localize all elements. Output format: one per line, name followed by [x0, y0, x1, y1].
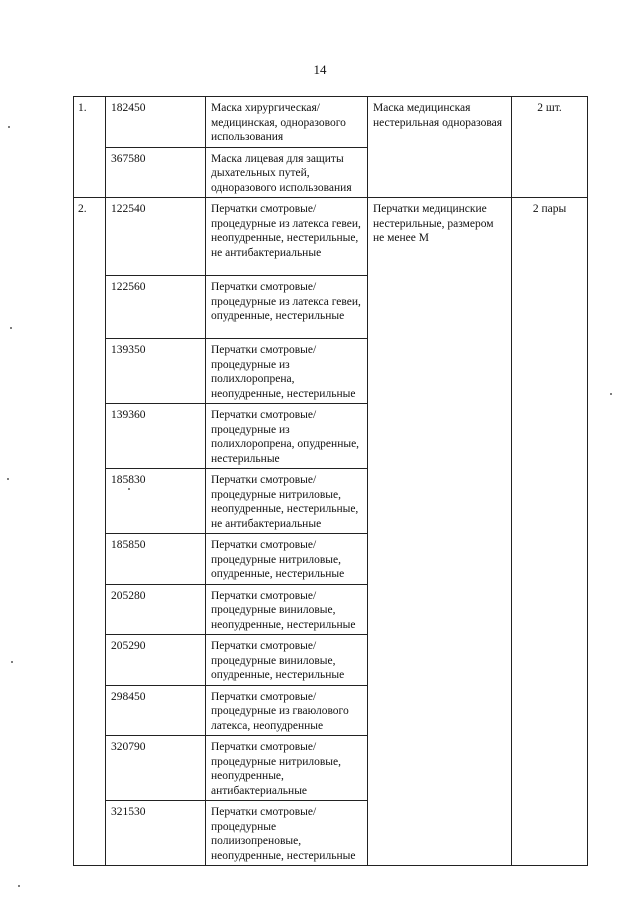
item-code: 321530 — [106, 801, 206, 866]
item-description: Перчатки смотровые/ процедурные из полихлоропрена, опудренные, нестерильные — [206, 404, 368, 469]
item-description: Перчатки смотровые/ процедурные нитриловые, опудренные, нестерильные — [206, 534, 368, 585]
scan-speckle — [10, 327, 12, 329]
items-table-body — [74, 97, 588, 866]
item-code: 182450 — [106, 97, 206, 148]
group-name: Маска медицинская нестерильная одноразовая — [368, 97, 512, 198]
table-row — [74, 97, 588, 148]
item-description: Перчатки смотровые/ процедурные из латекса гевеи, неопудренные, нестерильные, не антибактериальные — [206, 198, 368, 276]
item-code: 122540 — [106, 198, 206, 276]
scan-speckle — [18, 885, 20, 887]
item-description: Перчатки смотровые/ процедурные нитриловые, неопудренные, нестерильные, не антибактериальные — [206, 469, 368, 534]
scan-speckle — [11, 661, 13, 663]
item-description: Перчатки смотровые/ процедурные из полихлоропрена, неопудренные, нестерильные — [206, 339, 368, 404]
item-code: 122560 — [106, 276, 206, 339]
item-code: 367580 — [106, 147, 206, 198]
group-number: 1. — [74, 97, 106, 198]
item-description: Перчатки смотровые/ процедурные полиизопреновые, неопудренные, нестерильные — [206, 801, 368, 866]
item-code: 320790 — [106, 736, 206, 801]
item-code: 298450 — [106, 685, 206, 736]
scan-speckle — [7, 478, 9, 480]
item-code: 185830 — [106, 469, 206, 534]
item-code: 205280 — [106, 584, 206, 635]
scan-speckle — [610, 393, 612, 395]
group-name: Перчатки медицинские нестерильные, размером не менее М — [368, 198, 512, 866]
page-number: 14 — [313, 62, 327, 77]
group-number: 2. — [74, 198, 106, 866]
group-quantity: 2 шт. — [512, 97, 588, 198]
item-description: Перчатки смотровые/ процедурные виниловые, неопудренные, нестерильные — [206, 584, 368, 635]
item-description: Перчатки смотровые/ процедурные из гваюлового латекса, неопудренные — [206, 685, 368, 736]
item-description: Перчатки смотровые/ процедурные нитриловые, неопудренные, антибактериальные — [206, 736, 368, 801]
item-code: 205290 — [106, 635, 206, 686]
table-row — [74, 198, 588, 276]
item-code: 139360 — [106, 404, 206, 469]
item-code: 185850 — [106, 534, 206, 585]
item-description: Маска лицевая для защиты дыхательных путей, одноразового использования — [206, 147, 368, 198]
scan-speckle — [8, 126, 10, 128]
group-quantity: 2 пары — [512, 198, 588, 866]
item-description: Перчатки смотровые/ процедурные виниловые, опудренные, нестерильные — [206, 635, 368, 686]
scan-speckle — [128, 488, 130, 490]
item-code: 139350 — [106, 339, 206, 404]
item-description: Перчатки смотровые/ процедурные из латекса гевеи, опудренные, нестерильные — [206, 276, 368, 339]
items-table — [73, 96, 588, 866]
item-description: Маска хирургическая/ медицинская, одноразового использования — [206, 97, 368, 148]
